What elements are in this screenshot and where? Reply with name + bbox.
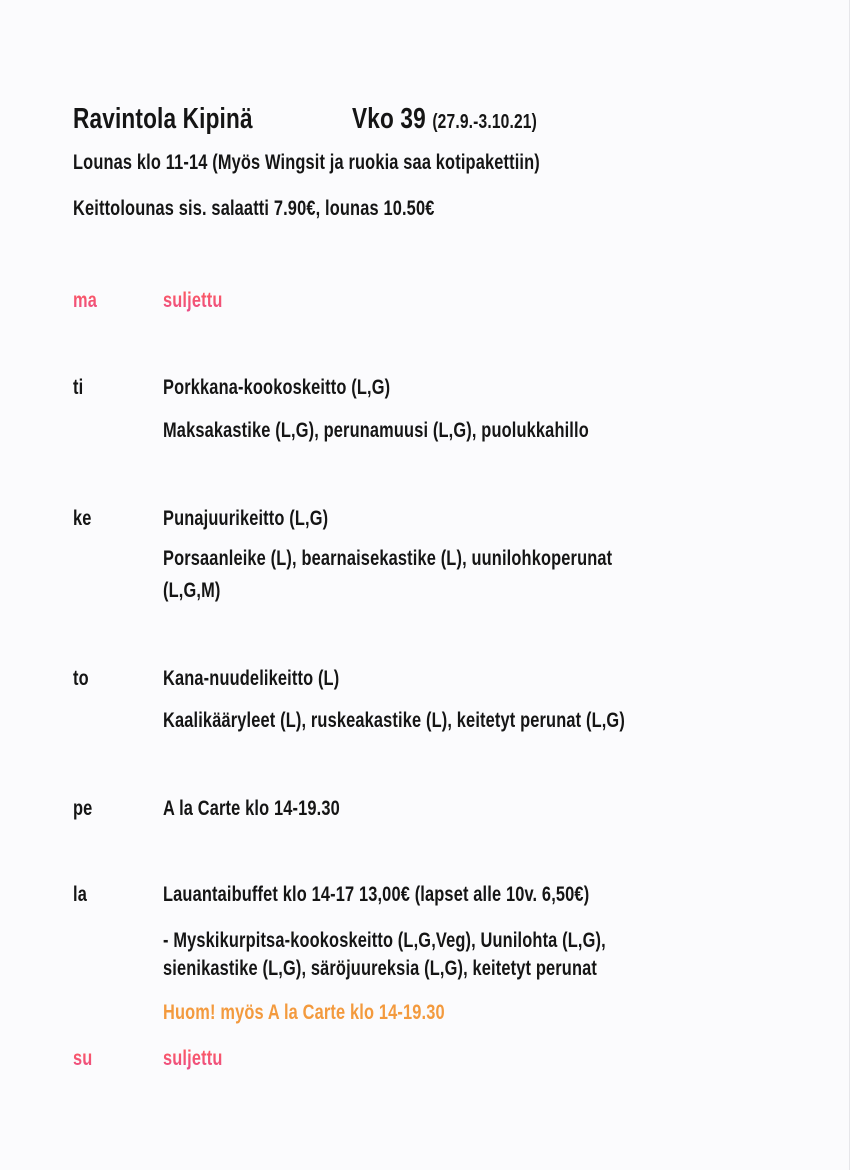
week-label: Vko 39 [352, 103, 426, 135]
soup-to: Kana-nuudelikeitto (L) [163, 667, 340, 690]
alacarte-pe: A la Carte klo 14-19.30 [163, 797, 340, 820]
buffet-items-la-cont: sienikastike (L,G), säröjuureksia (L,G), keitetyt perunat [163, 957, 597, 980]
week-dates: (27.9.-3.10.21) [432, 111, 537, 133]
day-label-ke: ke [73, 507, 92, 530]
day-label-su: su [73, 1047, 93, 1070]
day-label-ti: ti [73, 376, 84, 399]
lunch-prices: Keittolounas sis. salaatti 7.90€, lounas 10.50€ [73, 197, 435, 220]
day-label-la: la [73, 883, 87, 906]
restaurant-name: Ravintola Kipinä [73, 103, 253, 135]
day-label-to: to [73, 667, 89, 690]
lunch-hours: Lounas klo 11-14 (Myös Wingsit ja ruokia saa kotipakettiin) [73, 151, 540, 174]
closed-text-ma: suljettu [163, 289, 223, 312]
soup-ti: Porkkana-kookoskeitto (L,G) [163, 376, 391, 399]
main-ti: Maksakastike (L,G), perunamuusi (L,G), puolukkahillo [163, 419, 589, 442]
buffet-la: Lauantaibuffet klo 14-17 13,00€ (lapset alle 10v. 6,50€) [163, 883, 590, 906]
main-ke-cont: (L,G,M) [163, 579, 221, 602]
week-heading [352, 103, 537, 136]
buffet-items-la: - Myskikurpitsa-kookoskeitto (L,G,Veg), Uunilohta (L,G), [163, 929, 606, 952]
day-label-ma: ma [73, 289, 97, 312]
closed-text-su: suljettu [163, 1047, 223, 1070]
main-ke: Porsaanleike (L), bearnaisekastike (L), uunilohkoperunat [163, 547, 613, 570]
note-la: Huom! myös A la Carte klo 14-19.30 [163, 1001, 445, 1024]
soup-ke: Punajuurikeitto (L,G) [163, 507, 329, 530]
main-to: Kaalikääryleet (L), ruskeakastike (L), keitetyt perunat (L,G) [163, 709, 625, 732]
day-label-pe: pe [73, 797, 93, 820]
